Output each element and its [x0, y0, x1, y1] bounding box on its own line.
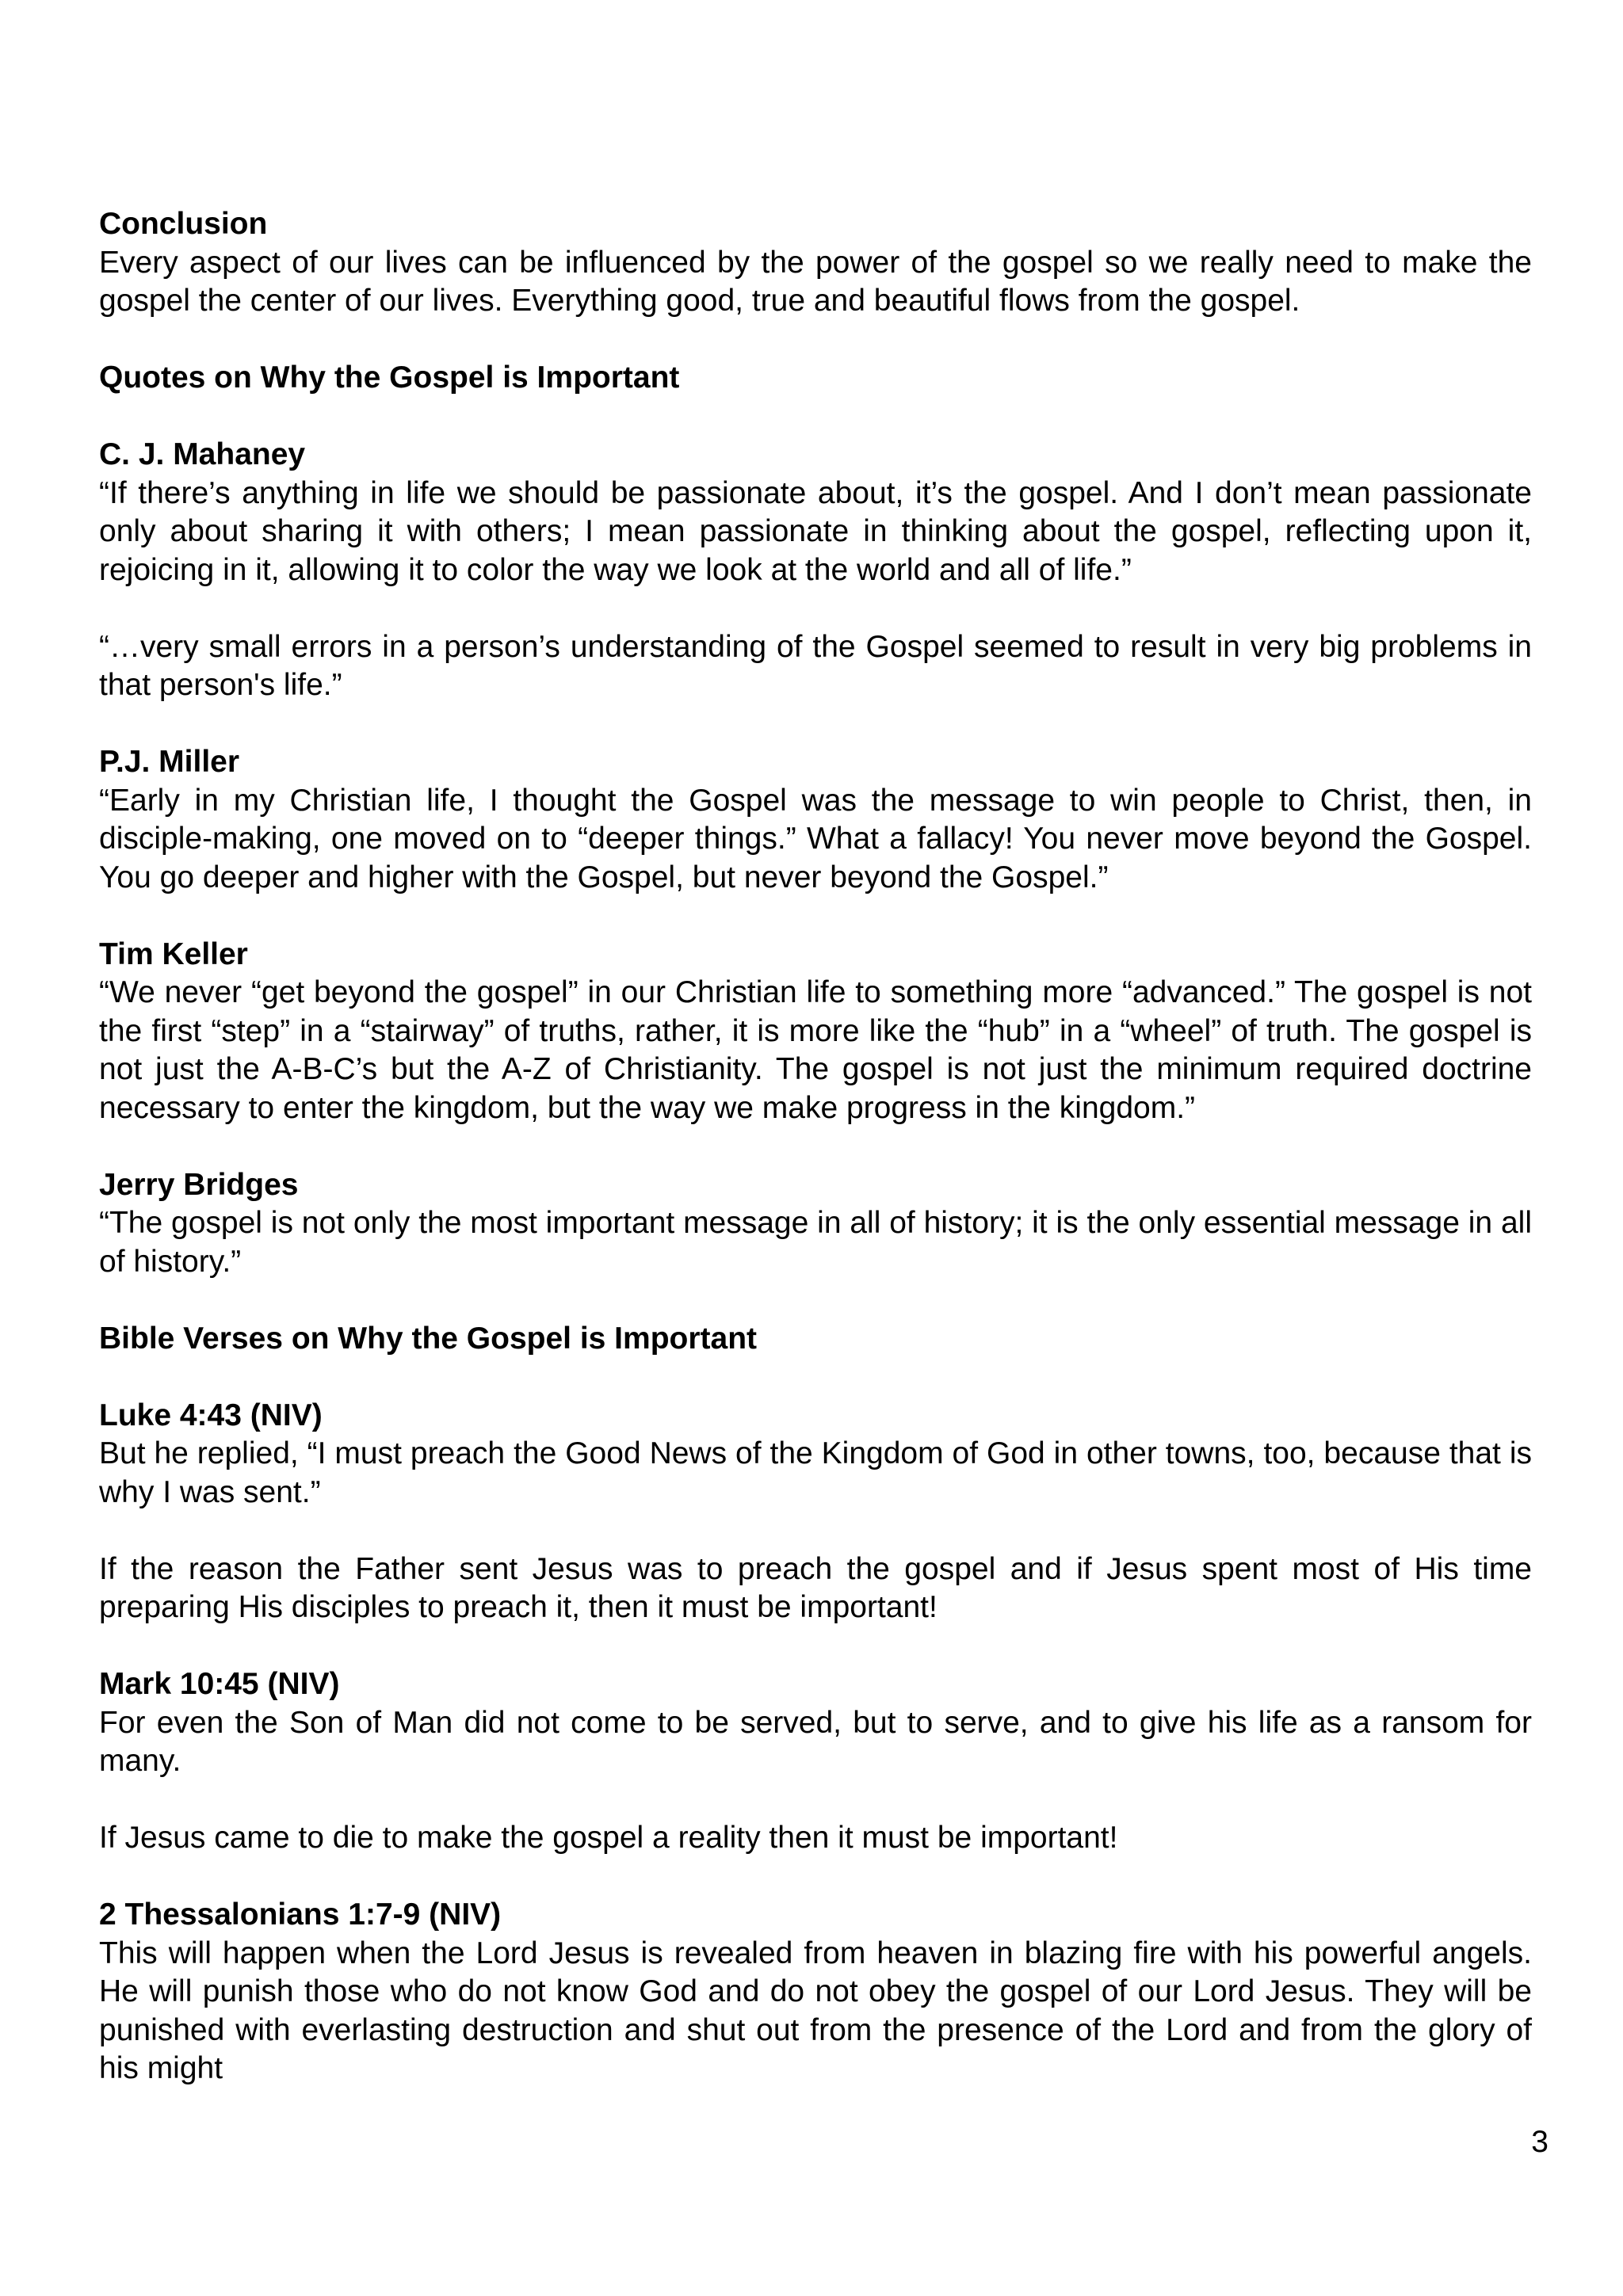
quotes-section-heading: Quotes on Why the Gospel is Important — [99, 360, 680, 395]
verses-section-heading: Bible Verses on Why the Gospel is Important — [99, 1321, 758, 1356]
verse-comment: If Jesus came to die to make the gospel a reality then it must be important! — [99, 1821, 1118, 1855]
verse-reference: Luke 4:43 (NIV) — [99, 1398, 323, 1432]
spacer — [99, 1127, 1532, 1166]
spacer — [99, 1281, 1532, 1320]
spacer — [99, 1358, 1532, 1397]
verse-comment: If the reason the Father sent Jesus was to preach the gospel and if Jesus spent most of His time preparing His disciples to preach it, then it must be important! — [99, 1551, 1532, 1624]
spacer — [99, 589, 1532, 628]
quote-author: Tim Keller — [99, 936, 248, 971]
page-content — [99, 205, 1532, 2088]
verse-text: But he replied, “I must preach the Good News of the Kingdom of God in other towns, too, because that is why I was sent.” — [99, 1436, 1532, 1509]
verse-text: For even the Son of Man did not come to be served, but to serve, and to give his life as a ransom for many. — [99, 1705, 1532, 1778]
spacer — [99, 1781, 1532, 1820]
quote-text: “Early in my Christian life, I thought the Gospel was the message to win people to Christ, then, in disciple-making, one moved on to “deeper things.” What a fallacy! You never move beyond the Gospel. You go deeper and higher with the Gospel, but never beyond the Gospel.” — [99, 783, 1532, 894]
quote-author: P.J. Miller — [99, 745, 240, 779]
verse-reference: Mark 10:45 (NIV) — [99, 1667, 340, 1701]
quote-text: “…very small errors in a person’s understanding of the Gospel seemed to result in very big problems in that person's life.” — [99, 629, 1532, 702]
spacer — [99, 1627, 1532, 1666]
quote-author: C. J. Mahaney — [99, 437, 306, 471]
quote-text: “The gospel is not only the most important message in all of history; it is the only essential message in all of history.” — [99, 1206, 1532, 1279]
quote-author: Jerry Bridges — [99, 1167, 299, 1202]
conclusion-heading: Conclusion — [99, 207, 268, 241]
spacer — [99, 321, 1532, 360]
verse-text: This will happen when the Lord Jesus is revealed from heaven in blazing fire with his powerful angels. He will punish those who do not know God and do not obey the gospel of our Lord Jesus. They will be punished with everlasting destruction and shut out from the presence of the Lord and from the glory of his might — [99, 1936, 1532, 2085]
verse-reference: 2 Thessalonians 1:7-9 (NIV) — [99, 1897, 502, 1932]
quote-text: “We never “get beyond the gospel” in our Christian life to something more “advanced.” The gospel is not the first “step” in a “stairway” of truths, rather, it is more like the “hub” in a “wheel” of truth. The gospel is not just the A-B-C’s but the A-Z of Christianity. The gospel is not just the minimum required doctrine necessary to enter the kingdom, but the way we make progress in the kingdom.” — [99, 975, 1532, 1125]
spacer — [99, 1512, 1532, 1550]
page-number: 3 — [1531, 2125, 1549, 2159]
spacer — [99, 705, 1532, 744]
spacer — [99, 398, 1532, 437]
spacer — [99, 1858, 1532, 1897]
conclusion-text: Every aspect of our lives can be influenced by the power of the gospel so we really need to make the gospel the center of our lives. Everything good, true and beautiful flows from the gospel. — [99, 245, 1532, 318]
spacer — [99, 897, 1532, 936]
quote-text: “If there’s anything in life we should be passionate about, it’s the gospel. And I don’t mean passionate only about sharing it with others; I mean passionate in thinking about the gospel, reflecting upon it, rejoicing in it, allowing it to color the way we look at the world and all of life.” — [99, 475, 1532, 587]
